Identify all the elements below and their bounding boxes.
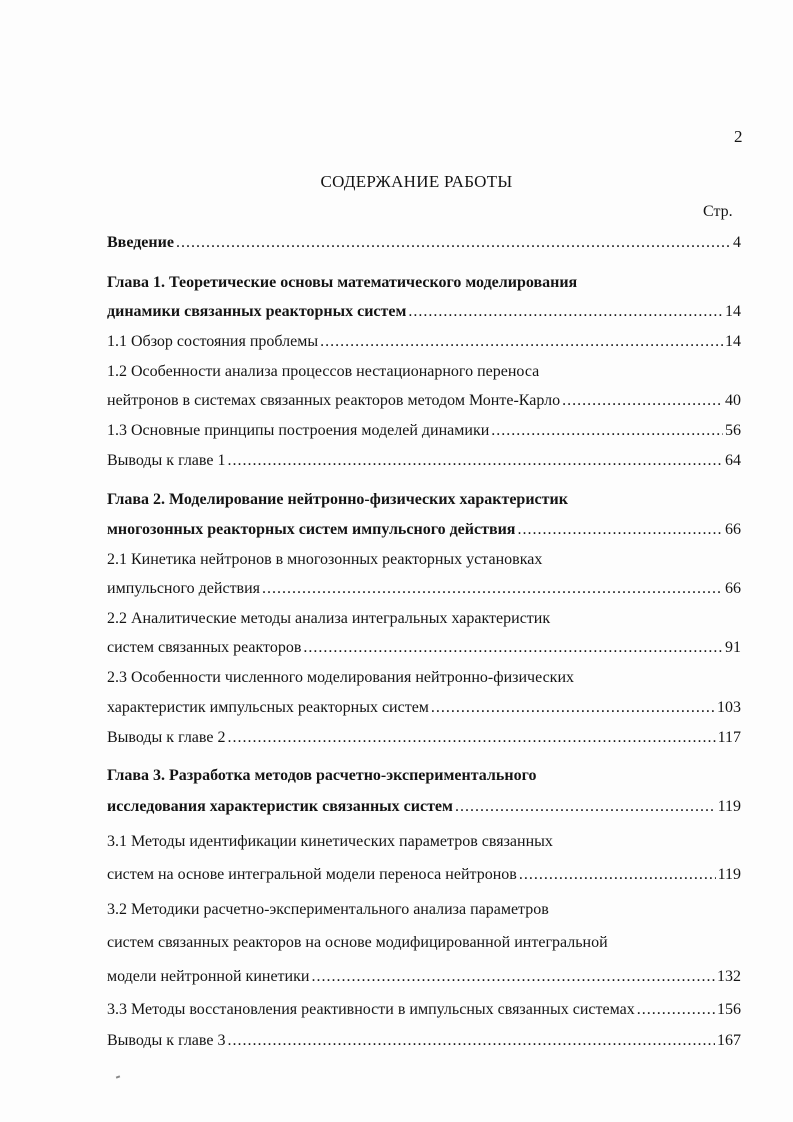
scan-speck [116,1075,120,1078]
toc-entry-label: 2.3 Особенности численного моделирования нейтронно-физических [107,669,574,686]
toc-entry-label: Введение [107,234,174,251]
toc-entry-label: нейтронов в системах связанных реакторов методом Монте-Карло [107,392,561,409]
toc-section-1-1 [107,332,741,352]
toc-chapter-1 [107,273,741,293]
toc-page-ref: 64 [725,452,741,469]
toc-section-2-2-cont [107,638,741,658]
toc-entry-label: характеристик импульсных реакторных систем [107,699,429,716]
toc-chapter-3 [107,766,741,786]
toc-entry-label: систем связанных реакторов на основе модифицированной интегральной [107,934,608,951]
toc-page-ref: 119 [717,866,741,883]
toc-section-2-3 [107,668,741,688]
toc-chapter-2-cont [107,520,741,540]
toc-section-1-2-cont [107,391,741,411]
toc-entry-label: импульсного действия [107,580,261,597]
toc-page-ref: 4 [733,234,741,251]
toc-chapter-2 [107,490,741,510]
toc-entry-label: 3.3 Методы восстановления реактивности в импульсных связанных системах [107,1001,635,1018]
toc-section-1-2 [107,362,741,382]
toc-section-3-1-cont [107,865,741,885]
toc-entry-label: 2.2 Аналитические методы анализа интегральных характеристик [107,610,551,627]
toc-entry-label: Глава 2. Моделирование нейтронно-физических характеристик [107,491,568,508]
toc-page-ref: 117 [717,729,741,746]
toc-page-ref: 119 [717,798,741,815]
toc-section-1-3 [107,421,741,441]
toc-page-ref: 40 [725,392,741,409]
page-column-label: Стр. [703,203,733,220]
toc-conclusions-2 [107,728,741,748]
toc-page-ref: 14 [725,303,741,320]
toc-section-2-1-cont [107,579,741,599]
toc-entry-label: Выводы к главе 2 [107,729,226,746]
toc-entry-label: Глава 3. Разработка методов расчетно-экспериментального [107,767,537,784]
toc-page-ref: 56 [725,422,741,439]
toc-entry-label: 1.2 Особенности анализа процессов нестационарного переноса [107,363,540,380]
toc-page-ref: 66 [725,521,741,538]
toc-section-2-1 [107,550,741,570]
toc-conclusions-3 [107,1031,741,1051]
toc-entry-label: 2.1 Кинетика нейтронов в многозонных реакторных установках [107,551,543,568]
toc-section-3-3 [107,1000,741,1020]
toc-page-ref: 91 [725,639,741,656]
toc-page-ref: 132 [717,968,741,985]
toc-entry-label: многозонных реакторных систем импульсного действия [107,521,516,538]
toc-entry-label: Выводы к главе 3 [107,1032,226,1049]
toc-page-ref: 156 [717,1001,741,1018]
toc-entry-label: 3.1 Методы идентификации кинетических параметров связанных [107,833,553,850]
toc-section-2-3-cont [107,698,741,718]
toc-entry-label: модели нейтронной кинетики [107,968,310,985]
toc-entry-label: Выводы к главе 1 [107,452,226,469]
toc-page-ref: 103 [717,699,741,716]
toc-entry-label: систем связанных реакторов [107,639,302,656]
toc-conclusions-1 [107,451,741,471]
toc-entry-label: 1.3 Основные принципы построения моделей динамики [107,422,490,439]
toc-section-3-2 [107,900,741,920]
toc-page-ref: 167 [717,1032,741,1049]
toc-entry-label: Глава 1. Теоретические основы математического моделирования [107,274,578,291]
toc-entry-label: 1.1 Обзор состояния проблемы [107,333,319,350]
toc-section-3-2-cont2 [107,967,741,987]
toc-entry-label: систем на основе интегральной модели переноса нейтронов [107,866,517,883]
toc-entry-label: исследования характеристик связанных систем [107,798,453,815]
toc-chapter-3-cont [107,797,741,817]
toc-entry-intro [107,233,741,253]
toc-section-3-1 [107,832,741,852]
page-title: СОДЕРЖАНИЕ РАБОТЫ [320,172,513,191]
toc-entry-label: динамики связанных реакторных систем [107,303,407,320]
toc-section-3-2-cont [107,933,741,953]
toc-chapter-1-cont [107,302,741,322]
toc-page-ref: 14 [725,333,741,350]
toc-entry-label: 3.2 Методики расчетно-экспериментального анализа параметров [107,901,549,918]
page-number: 2 [734,127,743,146]
toc-page-ref: 66 [725,580,741,597]
toc-section-2-2 [107,609,741,629]
